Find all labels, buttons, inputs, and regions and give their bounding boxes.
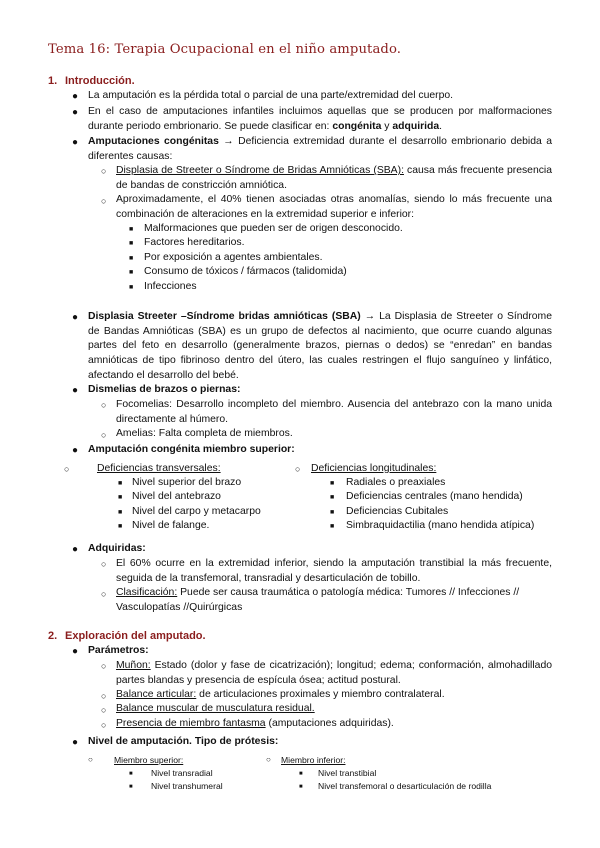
list-item: Infecciones — [144, 281, 197, 292]
bullet: ■ — [118, 494, 123, 501]
list-item: Malformaciones que pueden ser de origen desconocido. — [144, 223, 403, 234]
section-title: Introducción. — [65, 75, 135, 87]
section-1-heading — [48, 75, 135, 87]
bullet: ○ — [101, 691, 107, 701]
paragraph: Muñon: Estado (dolor y fase de cicatrización); longitud; edema; conformación, almohadillado partes blandas y presencia de espícula ósea; actitud postural. — [116, 660, 552, 686]
bullet: ● — [72, 646, 79, 657]
bullet: ○ — [88, 755, 93, 764]
paragraph: Amputaciones congénitas → Deficiencia extremidad durante el desarrollo embrionario debida a diferentes causas: — [88, 136, 552, 162]
bullet: ■ — [129, 226, 134, 233]
document-title: Tema 16: Terapia Ocupacional en el niño amputado. — [48, 42, 402, 57]
section-number: 2. — [48, 630, 58, 642]
bullet: ● — [72, 107, 79, 118]
paragraph: Amelias: Falta completa de miembros. — [116, 428, 293, 439]
paragraph: La amputación es la pérdida total o parcial de una parte/extremidad del cuerpo. — [88, 90, 454, 101]
paragraph: Presencia de miembro fantasma (amputaciones adquiridas). — [116, 718, 394, 729]
bullet: ■ — [129, 269, 134, 276]
bullet: ● — [72, 445, 79, 456]
list-item: Factores hereditarios. — [144, 237, 245, 248]
bullet: ■ — [129, 284, 134, 291]
list-item: Consumo de tóxicos / fármacos (talidomida) — [144, 266, 347, 277]
bullet: ■ — [129, 240, 134, 247]
paragraph: En el caso de amputaciones infantiles incluimos aquellas que se producen por malformaciones durante periodo embrionario. Se puede clasificar en: congénita y adquirida. — [88, 106, 552, 132]
bullet: ○ — [64, 464, 70, 474]
bullet: ○ — [101, 661, 107, 671]
column-heading: Deficiencias transversales: — [97, 463, 221, 474]
list-item: Nivel transhumeral — [151, 781, 223, 791]
list-item: Radiales o preaxiales — [346, 477, 446, 488]
bullet: ● — [72, 312, 79, 323]
bullet: ■ — [299, 784, 303, 790]
paragraph: Displasia Streeter –Síndrome bridas amnióticas (SBA) → La Displasia de Streeter o Síndrome de Bandas Amnióticas (SBA) es un grupo de defectos al nacimiento, que ocurre cuando algunas partes del feto en desarrollo (generalmente brazos, piernas o dedos) se “enredan” en bandas amnióticas de tipo fibrinoso dentro del útero, las cuales restringen el flujo sanguíneo y linfático, afectando el desarrollo del bebé. — [88, 311, 552, 381]
bullet: ■ — [330, 494, 335, 501]
bullet: ○ — [101, 589, 107, 599]
bullet: ■ — [330, 509, 335, 516]
bullet: ● — [72, 737, 79, 748]
bullet: ○ — [101, 400, 107, 410]
paragraph: Focomelias: Desarrollo incompleto del miembro. Ausencia del antebrazo con la mano unida directamente al húmero. — [116, 399, 552, 425]
list-item: Nivel del antebrazo — [132, 491, 221, 502]
bullet: ○ — [266, 755, 271, 764]
bullet: ○ — [295, 464, 301, 474]
section-2-heading — [48, 630, 206, 642]
bullet: ● — [72, 385, 79, 396]
list-item: Nivel transtibial — [318, 768, 377, 778]
paragraph: Aproximadamente, el 40% tienen asociadas otras anomalías, siendo lo más frecuente una combinación de alteraciones en la extremidad superior e inferior: — [116, 194, 552, 220]
paragraph: Balance articular: de articulaciones proximales y miembro contralateral. — [116, 689, 445, 700]
paragraph: Adquiridas: — [88, 543, 146, 554]
paragraph: Parámetros: — [88, 645, 149, 656]
column-heading: Miembro superior: — [114, 755, 184, 765]
paragraph: Dismelias de brazos o piernas: — [88, 384, 241, 395]
bullet: ■ — [299, 771, 303, 777]
bullet: ■ — [118, 509, 123, 516]
list-item: Deficiencias centrales (mano hendida) — [346, 491, 523, 502]
bullet: ■ — [129, 255, 134, 262]
bullet: ■ — [330, 523, 335, 530]
list-item: Nivel superior del brazo — [132, 477, 242, 488]
paragraph: Nivel de amputación. Tipo de prótesis: — [88, 736, 279, 747]
bullet: ● — [72, 137, 79, 148]
bullet: ○ — [101, 705, 107, 715]
list-item: Simbraquidactilia (mano hendida atípica) — [346, 520, 535, 531]
bullet: ● — [72, 544, 79, 555]
bullet: ○ — [101, 430, 107, 440]
bullet: ■ — [330, 480, 335, 487]
bullet: ● — [72, 91, 79, 102]
bullet: ■ — [129, 771, 133, 777]
column-heading: Deficiencias longitudinales: — [311, 463, 437, 474]
list-item: Por exposición a agentes ambientales. — [144, 252, 323, 263]
bullet: ○ — [101, 166, 107, 176]
paragraph: Displasia de Streeter o Síndrome de Bridas Amnióticas (SBA): causa más frecuente presencia de bandas de constricción amniótica. — [116, 165, 553, 191]
list-item: Nivel transradial — [151, 768, 213, 778]
paragraph: Clasificación: Puede ser causa traumática o patología médica: Tumores // Infecciones // Vasculopatías //Quirúrgicas — [116, 587, 520, 613]
list-item: Nivel de falange. — [132, 520, 210, 531]
bullet: ■ — [118, 480, 123, 487]
list-item: Nivel del carpo y metacarpo — [132, 506, 261, 517]
section-number: 1. — [48, 75, 58, 87]
bullet: ■ — [129, 784, 133, 790]
list-item: Nivel transfemoral o desarticulación de rodilla — [318, 781, 492, 791]
list-item: Deficiencias Cubitales — [346, 506, 449, 517]
bullet: ■ — [118, 523, 123, 530]
column-heading: Miembro inferior: — [281, 755, 346, 765]
paragraph: Balance muscular de musculatura residual. — [116, 703, 315, 714]
section-title: Exploración del amputado. — [65, 630, 206, 642]
paragraph: Amputación congénita miembro superior: — [88, 444, 295, 455]
bullet: ○ — [101, 720, 107, 730]
bullet: ○ — [101, 559, 107, 569]
paragraph: El 60% ocurre en la extremidad inferior, siendo la amputación transtibial la más frecuente, seguida de la transfemoral, transradial y desarticulación de tobillo. — [116, 558, 552, 584]
bullet: ○ — [101, 196, 107, 206]
